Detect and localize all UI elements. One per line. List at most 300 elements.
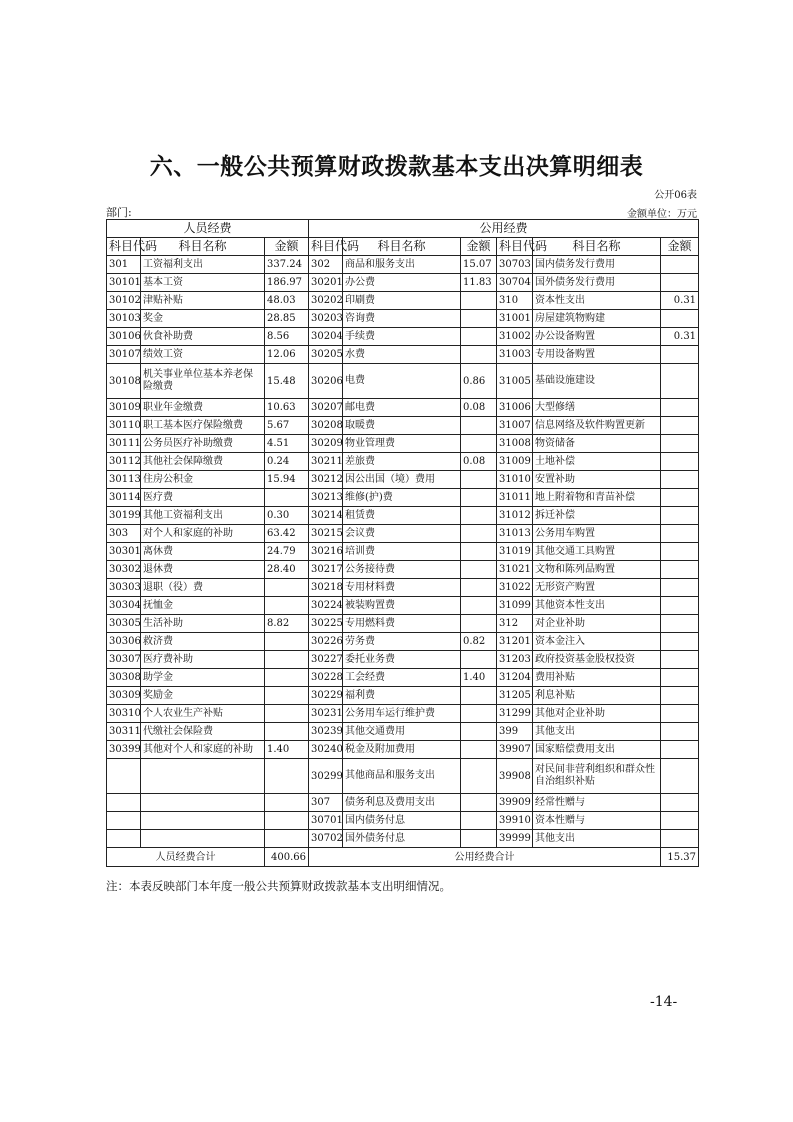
personnel-name-cell: 退职（役）费 [141, 579, 265, 597]
personnel-amount-cell [265, 489, 309, 507]
capital-name-cell: 公务用车购置 [533, 525, 661, 543]
public-code-cell: 30201 [309, 274, 343, 292]
table-row [107, 615, 699, 633]
public-amount-cell [461, 435, 497, 453]
public-total-label: 公用经费合计 [309, 848, 661, 867]
public-amount-cell [461, 292, 497, 310]
personnel-code-cell: 30399 [107, 741, 141, 759]
personnel-code-cell [107, 794, 141, 812]
capital-code-cell: 31299 [497, 705, 533, 723]
table-row [107, 256, 699, 274]
public-amount-cell: 15.07 [461, 256, 497, 274]
table-row [107, 794, 699, 812]
capital-amount-cell [661, 364, 699, 399]
capital-amount-cell [661, 830, 699, 848]
public-code-cell: 30231 [309, 705, 343, 723]
public-code-cell: 30216 [309, 543, 343, 561]
amount-unit: 金额单位：万元 [627, 209, 697, 220]
personnel-name-cell: 个人农业生产补贴 [141, 705, 265, 723]
personnel-code-cell: 30113 [107, 471, 141, 489]
capital-name-cell: 资本性支出 [533, 292, 661, 310]
capital-amount-cell [661, 453, 699, 471]
capital-name-cell: 利息补贴 [533, 687, 661, 705]
personnel-amount-cell: 0.24 [265, 453, 309, 471]
capital-code-cell: 31205 [497, 687, 533, 705]
personnel-code-cell: 30108 [107, 364, 141, 399]
personnel-code-cell: 30305 [107, 615, 141, 633]
personnel-code-cell: 30111 [107, 435, 141, 453]
capital-name-cell: 信息网络及软件购置更新 [533, 417, 661, 435]
personnel-name-cell: 职业年金缴费 [141, 399, 265, 417]
personnel-amount-cell [265, 597, 309, 615]
public-amount-cell: 0.08 [461, 399, 497, 417]
public-amount-cell: 1.40 [461, 669, 497, 687]
table-row [107, 812, 699, 830]
capital-code-cell: 39907 [497, 741, 533, 759]
public-name-cell: 会议费 [343, 525, 461, 543]
public-amount-cell [461, 310, 497, 328]
personnel-amount-cell: 48.03 [265, 292, 309, 310]
capital-name-cell: 资本金注入 [533, 633, 661, 651]
capital-code-cell: 31019 [497, 543, 533, 561]
public-total-value: 15.37 [661, 848, 699, 867]
capital-amount-cell [661, 723, 699, 741]
capital-name-cell: 其他支出 [533, 830, 661, 848]
capital-name-cell: 其他支出 [533, 723, 661, 741]
public-name-cell: 债务利息及费用支出 [343, 794, 461, 812]
capital-name-cell: 对民间非营利组织和群众性自治组织补贴 [533, 759, 661, 794]
public-amount-cell [461, 741, 497, 759]
capital-code-cell: 31003 [497, 346, 533, 364]
public-code-cell: 30299 [309, 759, 343, 794]
capital-name-cell: 土地补偿 [533, 453, 661, 471]
expenditure-table [106, 219, 699, 867]
table-row [107, 651, 699, 669]
public-name-cell: 商品和服务支出 [343, 256, 461, 274]
personnel-group-header: 人员经费 [107, 220, 309, 238]
personnel-name-cell: 医疗费 [141, 489, 265, 507]
public-name-cell: 手续费 [343, 328, 461, 346]
table-row [107, 328, 699, 346]
public-amount-cell: 0.08 [461, 453, 497, 471]
table-row [107, 669, 699, 687]
personnel-code-cell: 30110 [107, 417, 141, 435]
public-name-cell: 劳务费 [343, 633, 461, 651]
capital-amount-cell [661, 274, 699, 292]
public-code-cell: 30228 [309, 669, 343, 687]
personnel-amount-cell [265, 759, 309, 794]
public-name-cell: 物业管理费 [343, 435, 461, 453]
personnel-name-cell: 工资福利支出 [141, 256, 265, 274]
public-amount-cell [461, 489, 497, 507]
public-name-cell: 专用燃料费 [343, 615, 461, 633]
public-name-cell: 被装购置费 [343, 597, 461, 615]
amount-header: 金额 [265, 238, 309, 256]
capital-amount-cell [661, 579, 699, 597]
capital-amount-cell [661, 615, 699, 633]
table-row [107, 346, 699, 364]
public-code-cell: 30207 [309, 399, 343, 417]
capital-name-cell: 办公设备购置 [533, 328, 661, 346]
capital-name-cell: 费用补贴 [533, 669, 661, 687]
table-row [107, 453, 699, 471]
capital-code-cell: 31201 [497, 633, 533, 651]
capital-amount-cell [661, 651, 699, 669]
public-name-cell: 公务用车运行维护费 [343, 705, 461, 723]
personnel-amount-cell: 8.56 [265, 328, 309, 346]
code-header: 科目代码 [497, 238, 533, 256]
public-amount-cell: 0.86 [461, 364, 497, 399]
personnel-name-cell: 公务员医疗补助缴费 [141, 435, 265, 453]
capital-code-cell: 31021 [497, 561, 533, 579]
capital-code-cell: 31204 [497, 669, 533, 687]
personnel-code-cell: 30102 [107, 292, 141, 310]
personnel-name-cell: 对个人和家庭的补助 [141, 525, 265, 543]
personnel-code-cell: 30101 [107, 274, 141, 292]
capital-code-cell: 31008 [497, 435, 533, 453]
capital-name-cell: 大型修缮 [533, 399, 661, 417]
table-row [107, 435, 699, 453]
public-amount-cell [461, 830, 497, 848]
public-name-cell: 国内债务付息 [343, 812, 461, 830]
capital-code-cell: 31005 [497, 364, 533, 399]
table-row [107, 471, 699, 489]
public-code-cell: 30211 [309, 453, 343, 471]
table-row [107, 830, 699, 848]
capital-code-cell: 31011 [497, 489, 533, 507]
public-code-cell: 30229 [309, 687, 343, 705]
personnel-name-cell: 其他对个人和家庭的补助 [141, 741, 265, 759]
public-code-cell: 307 [309, 794, 343, 812]
capital-code-cell: 30703 [497, 256, 533, 274]
name-header: 科目名称 [141, 238, 265, 256]
personnel-code-cell: 303 [107, 525, 141, 543]
table-row [107, 633, 699, 651]
personnel-amount-cell: 8.82 [265, 615, 309, 633]
personnel-amount-cell [265, 651, 309, 669]
personnel-name-cell: 其他工资福利支出 [141, 507, 265, 525]
personnel-name-cell: 基本工资 [141, 274, 265, 292]
public-code-cell: 30239 [309, 723, 343, 741]
capital-amount-cell [661, 489, 699, 507]
public-name-cell: 电费 [343, 364, 461, 399]
capital-amount-cell [661, 741, 699, 759]
page-title: 六、一般公共预算财政拨款基本支出决算明细表 [149, 153, 644, 180]
table-row [107, 597, 699, 615]
public-name-cell: 其他交通费用 [343, 723, 461, 741]
public-name-cell: 差旅费 [343, 453, 461, 471]
amount-header: 金额 [661, 238, 699, 256]
public-code-cell: 30701 [309, 812, 343, 830]
public-amount-cell [461, 597, 497, 615]
table-row [107, 561, 699, 579]
personnel-name-cell [141, 830, 265, 848]
public-amount-cell [461, 417, 497, 435]
capital-name-cell: 国内债务发行费用 [533, 256, 661, 274]
personnel-code-cell [107, 830, 141, 848]
personnel-amount-cell [265, 669, 309, 687]
personnel-amount-cell: 15.48 [265, 364, 309, 399]
personnel-code-cell: 30304 [107, 597, 141, 615]
public-code-cell: 30214 [309, 507, 343, 525]
public-amount-cell [461, 812, 497, 830]
capital-name-cell: 其他资本性支出 [533, 597, 661, 615]
public-amount-cell [461, 651, 497, 669]
personnel-code-cell: 30310 [107, 705, 141, 723]
personnel-amount-cell [265, 633, 309, 651]
public-name-cell: 公务接待费 [343, 561, 461, 579]
name-header: 科目名称 [533, 238, 661, 256]
public-amount-cell [461, 687, 497, 705]
table-row [107, 543, 699, 561]
capital-code-cell: 31099 [497, 597, 533, 615]
public-name-cell: 水费 [343, 346, 461, 364]
personnel-amount-cell [265, 830, 309, 848]
code-header: 科目代码 [309, 238, 343, 256]
personnel-name-cell: 助学金 [141, 669, 265, 687]
public-name-cell: 其他商品和服务支出 [343, 759, 461, 794]
capital-amount-cell [661, 417, 699, 435]
personnel-name-cell [141, 812, 265, 830]
table-row [107, 489, 699, 507]
capital-name-cell: 文物和陈列品购置 [533, 561, 661, 579]
personnel-code-cell: 30306 [107, 633, 141, 651]
personnel-name-cell [141, 794, 265, 812]
personnel-name-cell: 伙食补助费 [141, 328, 265, 346]
capital-amount-cell [661, 507, 699, 525]
capital-code-cell: 31002 [497, 328, 533, 346]
public-code-cell: 30218 [309, 579, 343, 597]
public-code-cell: 30225 [309, 615, 343, 633]
personnel-code-cell: 301 [107, 256, 141, 274]
table-row [107, 507, 699, 525]
public-name-cell: 咨询费 [343, 310, 461, 328]
public-code-cell: 30702 [309, 830, 343, 848]
public-code-cell: 30213 [309, 489, 343, 507]
personnel-code-cell: 30308 [107, 669, 141, 687]
table-row [107, 274, 699, 292]
capital-name-cell: 国家赔偿费用支出 [533, 741, 661, 759]
personnel-code-cell: 30301 [107, 543, 141, 561]
personnel-name-cell: 住房公积金 [141, 471, 265, 489]
capital-amount-cell [661, 561, 699, 579]
page-number: -14- [650, 994, 678, 1010]
public-amount-cell [461, 507, 497, 525]
public-code-cell: 302 [309, 256, 343, 274]
capital-name-cell: 专用设备购置 [533, 346, 661, 364]
personnel-amount-cell: 1.40 [265, 741, 309, 759]
capital-name-cell: 国外债务发行费用 [533, 274, 661, 292]
capital-name-cell: 基础设施建设 [533, 364, 661, 399]
capital-amount-cell [661, 597, 699, 615]
capital-name-cell: 资本性赠与 [533, 812, 661, 830]
capital-amount-cell [661, 759, 699, 794]
personnel-name-cell: 退休费 [141, 561, 265, 579]
public-name-cell: 取暖费 [343, 417, 461, 435]
capital-code-cell: 312 [497, 615, 533, 633]
capital-code-cell: 39909 [497, 794, 533, 812]
capital-code-cell: 39999 [497, 830, 533, 848]
personnel-name-cell: 离休费 [141, 543, 265, 561]
personnel-amount-cell: 186.97 [265, 274, 309, 292]
capital-amount-cell: 0.31 [661, 292, 699, 310]
capital-code-cell: 31009 [497, 453, 533, 471]
personnel-amount-cell: 4.51 [265, 435, 309, 453]
capital-name-cell: 政府投资基金股权投资 [533, 651, 661, 669]
personnel-amount-cell: 12.06 [265, 346, 309, 364]
capital-amount-cell [661, 399, 699, 417]
public-amount-cell [461, 346, 497, 364]
form-number: 公开06表 [654, 190, 697, 201]
public-amount-cell: 0.82 [461, 633, 497, 651]
personnel-code-cell: 30107 [107, 346, 141, 364]
table-row [107, 292, 699, 310]
public-code-cell: 30208 [309, 417, 343, 435]
capital-name-cell: 安置补助 [533, 471, 661, 489]
name-header: 科目名称 [343, 238, 461, 256]
public-code-cell: 30224 [309, 597, 343, 615]
capital-amount-cell [661, 812, 699, 830]
personnel-code-cell: 30109 [107, 399, 141, 417]
capital-code-cell: 30704 [497, 274, 533, 292]
public-amount-cell [461, 543, 497, 561]
personnel-amount-cell [265, 705, 309, 723]
public-name-cell: 维修(护)费 [343, 489, 461, 507]
public-code-cell: 30203 [309, 310, 343, 328]
public-code-cell: 30204 [309, 328, 343, 346]
public-amount-cell [461, 471, 497, 489]
capital-name-cell: 物资储备 [533, 435, 661, 453]
personnel-name-cell: 机关事业单位基本养老保险缴费 [141, 364, 265, 399]
capital-amount-cell [661, 471, 699, 489]
personnel-code-cell: 30112 [107, 453, 141, 471]
public-code-cell: 30206 [309, 364, 343, 399]
personnel-amount-cell [265, 723, 309, 741]
table-row [107, 310, 699, 328]
personnel-name-cell [141, 759, 265, 794]
public-amount-cell [461, 615, 497, 633]
capital-amount-cell [661, 687, 699, 705]
capital-code-cell: 310 [497, 292, 533, 310]
personnel-name-cell: 绩效工资 [141, 346, 265, 364]
personnel-amount-cell [265, 812, 309, 830]
table-row [107, 417, 699, 435]
personnel-code-cell: 30114 [107, 489, 141, 507]
table-row [107, 399, 699, 417]
capital-name-cell: 拆迁补偿 [533, 507, 661, 525]
public-amount-cell [461, 723, 497, 741]
code-header: 科目代码 [107, 238, 141, 256]
capital-amount-cell [661, 669, 699, 687]
personnel-code-cell: 30302 [107, 561, 141, 579]
public-amount-cell [461, 328, 497, 346]
capital-code-cell: 31013 [497, 525, 533, 543]
department-label: 部门: [106, 206, 132, 219]
public-name-cell: 培训费 [343, 543, 461, 561]
public-amount-cell [461, 561, 497, 579]
public-name-cell: 委托业务费 [343, 651, 461, 669]
capital-amount-cell [661, 705, 699, 723]
public-name-cell: 邮电费 [343, 399, 461, 417]
capital-amount-cell [661, 346, 699, 364]
public-amount-cell [461, 579, 497, 597]
capital-amount-cell [661, 543, 699, 561]
capital-name-cell: 无形资产购置 [533, 579, 661, 597]
personnel-name-cell: 生活补助 [141, 615, 265, 633]
public-name-cell: 租赁费 [343, 507, 461, 525]
capital-code-cell: 31006 [497, 399, 533, 417]
personnel-name-cell: 奖金 [141, 310, 265, 328]
personnel-amount-cell: 5.67 [265, 417, 309, 435]
capital-amount-cell [661, 435, 699, 453]
capital-code-cell: 31012 [497, 507, 533, 525]
personnel-name-cell: 抚恤金 [141, 597, 265, 615]
personnel-amount-cell [265, 794, 309, 812]
table-row [107, 705, 699, 723]
personnel-code-cell: 30309 [107, 687, 141, 705]
personnel-amount-cell: 24.79 [265, 543, 309, 561]
personnel-amount-cell: 15.94 [265, 471, 309, 489]
public-name-cell: 工会经费 [343, 669, 461, 687]
capital-amount-cell: 0.31 [661, 328, 699, 346]
capital-amount-cell [661, 525, 699, 543]
capital-name-cell: 房屋建筑物购建 [533, 310, 661, 328]
personnel-name-cell: 奖励金 [141, 687, 265, 705]
table-row [107, 723, 699, 741]
capital-code-cell: 31007 [497, 417, 533, 435]
public-code-cell: 30205 [309, 346, 343, 364]
capital-amount-cell [661, 256, 699, 274]
personnel-amount-cell [265, 687, 309, 705]
capital-code-cell: 31010 [497, 471, 533, 489]
public-amount-cell [461, 705, 497, 723]
public-name-cell: 国外债务付息 [343, 830, 461, 848]
table-row [107, 364, 699, 399]
public-amount-cell: 11.83 [461, 274, 497, 292]
personnel-name-cell: 救济费 [141, 633, 265, 651]
personnel-name-cell: 代缴社会保险费 [141, 723, 265, 741]
capital-name-cell: 其他交通工具购置 [533, 543, 661, 561]
personnel-code-cell: 30103 [107, 310, 141, 328]
table-row [107, 759, 699, 794]
capital-name-cell: 经常性赠与 [533, 794, 661, 812]
personnel-amount-cell: 28.85 [265, 310, 309, 328]
personnel-code-cell: 30303 [107, 579, 141, 597]
personnel-name-cell: 其他社会保障缴费 [141, 453, 265, 471]
personnel-name-cell: 津贴补贴 [141, 292, 265, 310]
personnel-total-value: 400.66 [265, 848, 309, 867]
public-name-cell: 税金及附加费用 [343, 741, 461, 759]
personnel-code-cell: 30106 [107, 328, 141, 346]
table-row [107, 687, 699, 705]
public-code-cell: 30240 [309, 741, 343, 759]
capital-amount-cell [661, 310, 699, 328]
public-code-cell: 30227 [309, 651, 343, 669]
table-note: 注：本表反映部门本年度一般公共预算财政拨款基本支出明细情况。 [106, 879, 451, 893]
public-name-cell: 福利费 [343, 687, 461, 705]
capital-code-cell: 39908 [497, 759, 533, 794]
public-code-cell: 30209 [309, 435, 343, 453]
personnel-amount-cell: 0.30 [265, 507, 309, 525]
public-amount-cell [461, 759, 497, 794]
capital-name-cell: 对企业补助 [533, 615, 661, 633]
public-group-header: 公用经费 [309, 220, 699, 238]
personnel-total-label: 人员经费合计 [107, 848, 265, 867]
capital-amount-cell [661, 794, 699, 812]
table-row [107, 741, 699, 759]
public-amount-cell [461, 794, 497, 812]
table-row [107, 579, 699, 597]
